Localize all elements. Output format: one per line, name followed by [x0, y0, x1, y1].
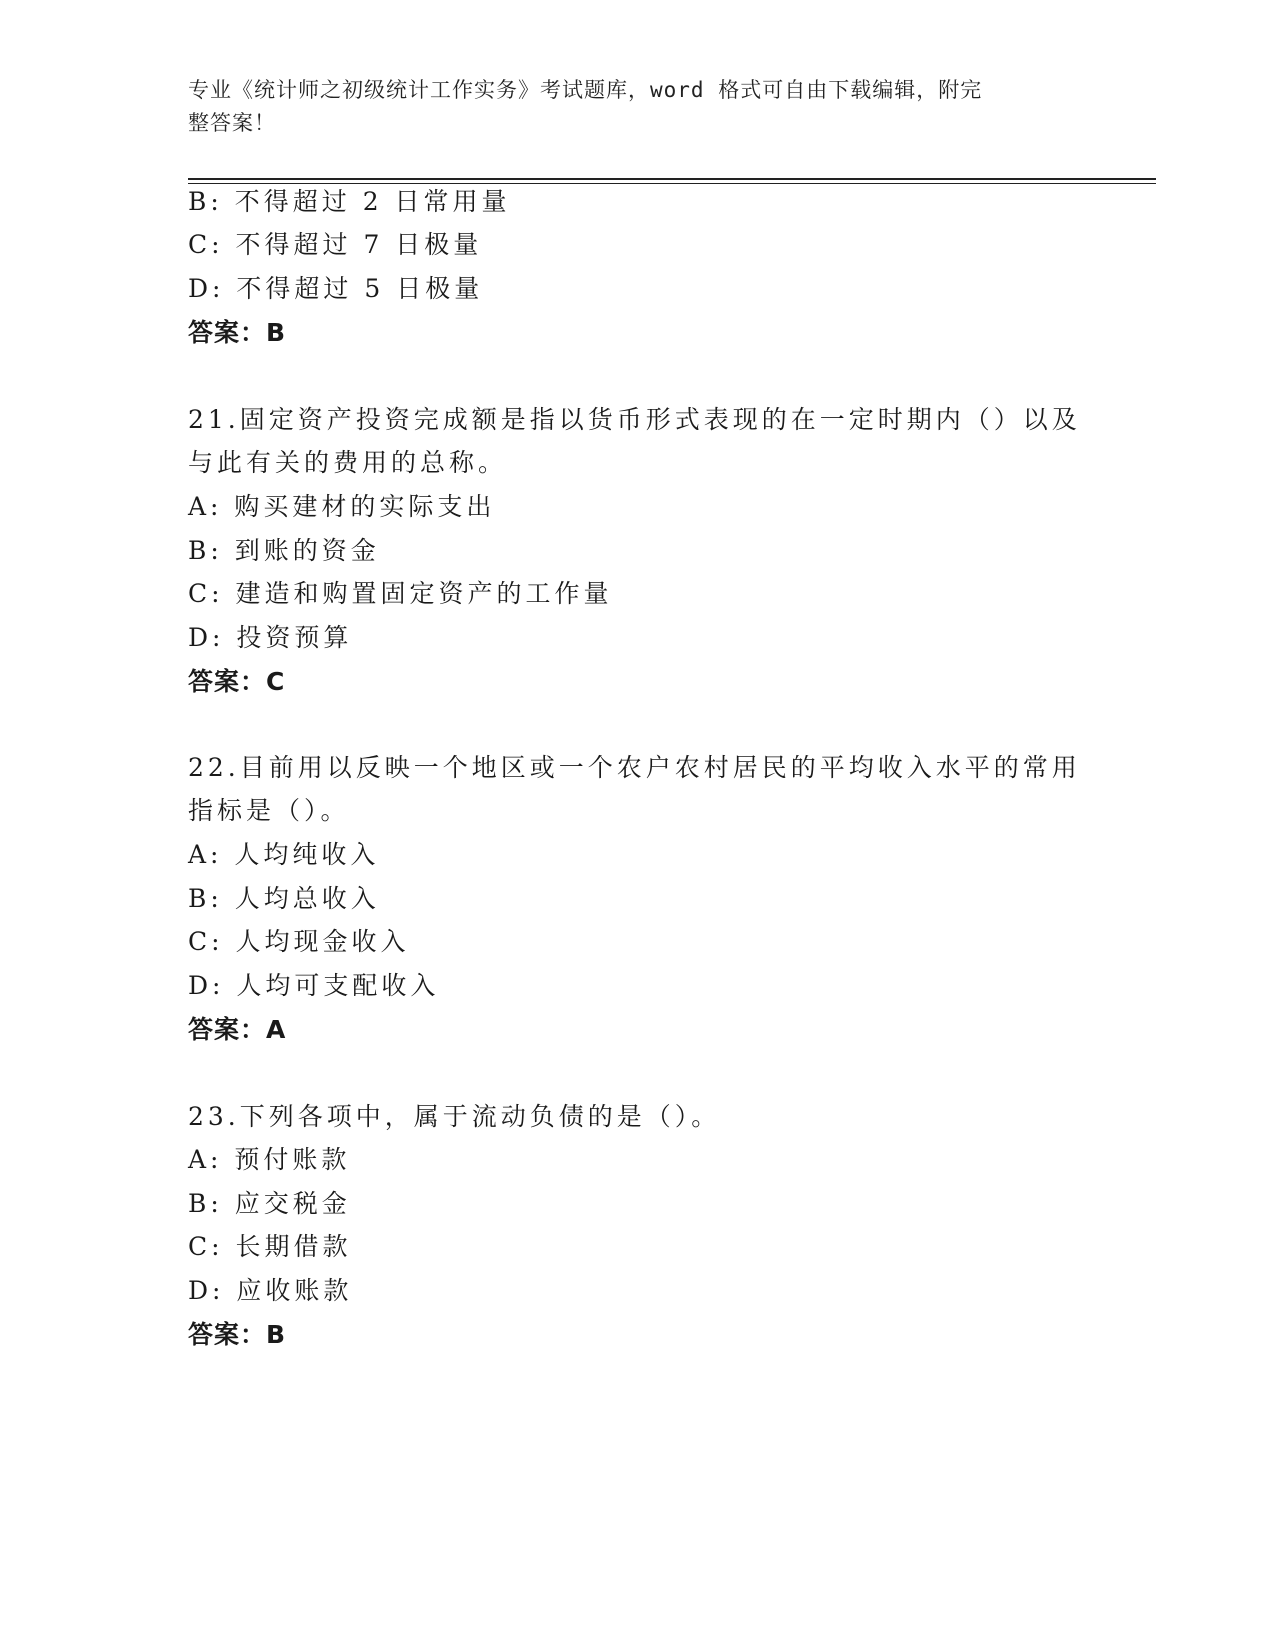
q23-option-c: C: 长期借款 [188, 1232, 352, 1261]
q22-answer: 答案：A [188, 1015, 287, 1044]
q21-option-c: C: 建造和购置固定资产的工作量 [188, 579, 613, 608]
header-divider-thick [188, 178, 1156, 180]
prev-option-b: B: 不得超过 2 日常用量 [188, 187, 511, 216]
header-divider-thin [188, 183, 1156, 184]
header-line-2: 整答案！ [188, 111, 276, 135]
q21-option-d: D: 投资预算 [188, 623, 353, 652]
q23-answer: 答案：B [188, 1320, 287, 1349]
q22-option-b: B: 人均总收入 [188, 884, 380, 913]
q21-option-b: B: 到账的资金 [188, 536, 380, 565]
q21-answer: 答案：C [188, 667, 286, 696]
q21-stem-line-2: 与此有关的费用的总称。 [188, 448, 508, 477]
q21-option-a: A: 购买建材的实际支出 [188, 492, 496, 521]
q23-option-d: D: 应收账款 [188, 1276, 353, 1305]
q23-stem-line-1: 23.下列各项中，属于流动负债的是（）。 [188, 1102, 721, 1131]
q21-stem-line-1: 21.固定资产投资完成额是指以货币形式表现的在一定时期内（）以及 [188, 405, 1081, 434]
q22-stem-line-2: 指标是（）。 [188, 796, 350, 825]
document-header [188, 74, 1088, 140]
prev-answer: 答案：B [188, 318, 287, 347]
prev-option-c: C: 不得超过 7 日极量 [188, 230, 483, 259]
q23-option-b: B: 应交税金 [188, 1189, 351, 1218]
q23-option-a: A: 预付账款 [188, 1145, 351, 1174]
prev-option-d: D: 不得超过 5 日极量 [188, 274, 484, 303]
q22-option-c: C: 人均现金收入 [188, 927, 410, 956]
header-line-1: 专业《统计师之初级统计工作实务》考试题库，word 格式可自由下载编辑，附完 [188, 78, 983, 102]
q22-stem-line-1: 22.目前用以反映一个地区或一个农户农村居民的平均收入水平的常用 [188, 753, 1081, 782]
q22-option-d: D: 人均可支配收入 [188, 971, 440, 1000]
q22-option-a: A: 人均纯收入 [188, 840, 380, 869]
